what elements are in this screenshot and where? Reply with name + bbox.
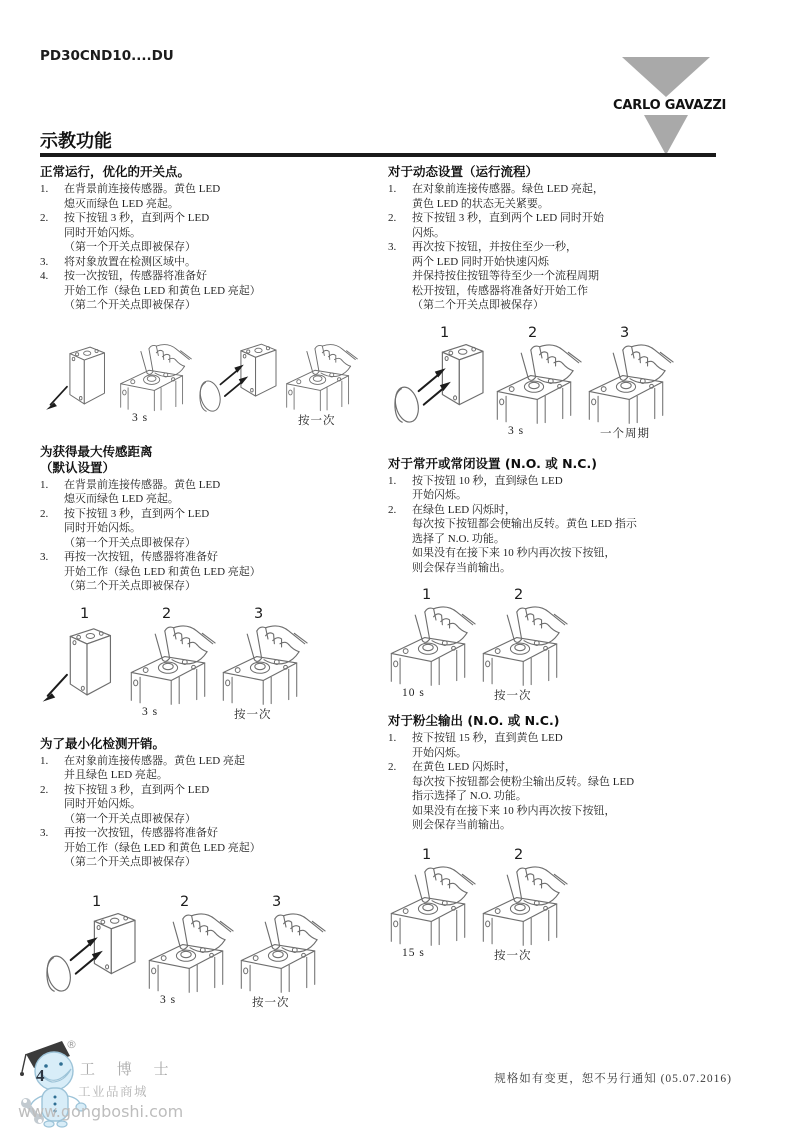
step-number: 2. [40, 783, 49, 796]
figure-caption: 按一次 [252, 996, 290, 1009]
step-text: 在背景前连接传感器。黄色 LED 熄灭而绿色 LED 亮起。 [64, 478, 221, 505]
hand-pressing-sensor-button-icon [586, 342, 674, 425]
hand-pressing-sensor-button-icon [128, 623, 216, 706]
hand-pressing-sensor-button-figure [118, 325, 192, 434]
figure-caption: 3 s [160, 993, 177, 1006]
title-divider [40, 153, 716, 157]
instruction-figure [40, 894, 374, 1015]
step-text: 在绿色 LED 闪烁时， 每次按下按钮都会使输出反转。黄色 LED 指示 选择了 N.O. 功能。 如果没有在接下来 10 秒内再次按下按钮， 则会保存当前输出。 [412, 503, 637, 574]
instruction-figure [388, 587, 748, 703]
step-text: 按下按钮 3 秒，直到两个 LED 同时开始闪烁。 （第一个开关点即被保存） [64, 212, 210, 253]
hand-pressing-sensor-button-icon [388, 604, 476, 687]
hand-pressing-sensor-button-icon [480, 604, 568, 687]
figure-caption: 3 s [142, 705, 159, 718]
instruction-step [40, 783, 374, 827]
hand-pressing-sensor-button-icon [118, 342, 192, 412]
left-column [40, 164, 374, 1025]
step-text: 再按一次按钮，传感器将准备好 开始工作（绿色 LED 和黄色 LED 亮起） （第二个开关点即被保存） [64, 551, 261, 592]
figure-step-number: 2 [514, 587, 524, 603]
watermark-url: www.gongboshi.com [18, 1102, 184, 1121]
figure-step-number: 1 [92, 893, 102, 910]
figure-step-number: 1 [440, 324, 450, 341]
hand-pressing-sensor-button-figure [388, 847, 476, 963]
gongboshi-watermark [18, 1036, 248, 1128]
section-heading: 为获得最大传感距离 （默认设置） [40, 443, 153, 475]
instruction-figure [388, 847, 748, 963]
instruction-step [40, 211, 374, 255]
step-text: 按下按钮 3 秒，直到两个 LED 同时开始 闪烁。 [412, 212, 604, 239]
step-number: 2. [388, 212, 397, 224]
figure-step-number: 1 [80, 605, 90, 622]
figure-step-number: 3 [254, 605, 264, 622]
step-text: 再按一次按钮，传感器将准备好 开始工作（绿色 LED 和黄色 LED 亮起） （第二个开关点即被保存） [64, 827, 261, 868]
instruction-step [40, 550, 374, 594]
step-text: 将对象放置在检测区域中。 [64, 255, 196, 268]
section-heading: 对于常开或常闭设置 (N.O. 或 N.C.) [388, 455, 597, 471]
instruction-step [40, 269, 374, 313]
hand-pressing-sensor-button-icon [146, 911, 234, 994]
figure-step-number: 3 [620, 324, 630, 341]
step-number: 2. [388, 503, 397, 516]
step-number: 1. [388, 474, 397, 487]
page-number: 4 [36, 1066, 45, 1085]
logo-triangle-bottom-icon [644, 115, 688, 155]
figure-step-number [284, 325, 358, 342]
section-right-3 [388, 713, 748, 963]
step-text: 再次按下按钮，并按住至少一秒， 两个 LED 同时开始快速闪烁 并保持按住按钮等待至少一个流程周期 松开按钮，传感器将准备好开始工作 （第二个开关点即被保存） [412, 241, 599, 311]
section-right-2 [388, 456, 748, 704]
footer-revision-note: 规格如有变更，恕不另行通知 (05.07.2016) [494, 1073, 732, 1085]
instruction-step [388, 240, 748, 313]
section-left-3 [40, 736, 374, 1015]
figure-step-number [44, 325, 116, 342]
step-number: 3. [40, 551, 49, 563]
brand-name: CARLO GAVAZZI [613, 98, 727, 113]
hand-pressing-sensor-button-icon [284, 342, 358, 412]
page-title: 示教功能 [40, 131, 112, 152]
instruction-step [40, 182, 374, 211]
target-object-disc-with-sensor-icon [388, 342, 490, 430]
section-left-1 [40, 164, 374, 434]
section-heading: 对于动态设置（运行流程） [388, 164, 539, 179]
figure-step-number: 2 [528, 324, 538, 341]
step-text: 在对象前连接传感器。绿色 LED 亮起， 黄色 LED 的状态无关紧要。 [412, 183, 604, 210]
section-right-1 [388, 164, 748, 446]
model-number: PD30CND10....DU [40, 48, 174, 64]
figure-caption: 按一次 [494, 949, 532, 962]
figure-caption [388, 430, 490, 446]
figure-caption: 按一次 [298, 414, 336, 427]
step-text: 在背景前连接传感器。黄色 LED 熄灭而绿色 LED 亮起。 [64, 183, 221, 210]
target-object-disc-with-sensor-figure [194, 325, 282, 434]
step-number: 3. [388, 241, 397, 253]
figure-caption [40, 999, 142, 1015]
step-text: 按下按钮 15 秒，直到黄色 LED 开始闪烁。 [412, 732, 563, 759]
hand-pressing-sensor-button-figure [494, 325, 582, 446]
hand-pressing-sensor-button-figure [146, 894, 234, 1015]
figure-step-number [118, 325, 192, 342]
step-number: 1. [388, 183, 397, 195]
hand-pressing-sensor-button-icon [494, 342, 582, 425]
section-heading: 对于粉尘输出 (N.O. 或 N.C.) [388, 713, 560, 728]
figure-caption: 一个周期 [600, 427, 650, 440]
hand-pressing-sensor-button-icon [480, 864, 568, 947]
figure-caption [40, 710, 124, 726]
carlo-gavazzi-logo [613, 57, 727, 155]
instruction-step [40, 255, 374, 270]
step-number: 2. [40, 212, 49, 224]
figure-step-number: 3 [272, 893, 282, 910]
figure-step-number: 2 [162, 605, 172, 622]
instruction-step [40, 507, 374, 551]
figure-caption [194, 418, 282, 434]
figure-caption: 按一次 [234, 708, 272, 721]
registered-mark: ® [66, 1038, 77, 1051]
section-heading: 正常运行，优化的开关点。 [40, 164, 191, 179]
figure-step-number: 2 [180, 893, 190, 910]
step-number: 1. [388, 732, 397, 744]
hand-pressing-sensor-button-figure [480, 587, 568, 703]
target-object-disc-with-sensor-figure [388, 325, 490, 446]
logo-triangle-top-icon [622, 57, 710, 97]
instruction-figure [40, 606, 374, 726]
step-number: 2. [388, 761, 397, 773]
step-text: 按下按钮 3 秒，直到两个 LED 同时开始闪烁。 （第一个开关点即被保存） [64, 507, 210, 549]
instruction-step [388, 182, 748, 211]
instruction-step [388, 760, 748, 833]
section-left-2 [40, 444, 374, 726]
figure-caption: 3 s [508, 424, 525, 437]
step-number: 3. [40, 827, 49, 839]
watermark-subtitle: 工业品商城 [78, 1085, 149, 1099]
figure-caption: 3 s [132, 411, 149, 424]
instruction-figure [388, 325, 748, 446]
target-object-disc-with-sensor-figure [40, 894, 142, 1015]
step-number: 4. [40, 270, 49, 282]
hand-pressing-sensor-button-figure [388, 587, 476, 703]
hand-pressing-sensor-button-figure [284, 325, 358, 434]
step-text: 在对象前连接传感器。黄色 LED 亮起 并且绿色 LED 亮起。 [64, 754, 245, 781]
hand-pressing-sensor-button-figure [238, 894, 326, 1015]
figure-caption [44, 417, 116, 433]
figure-caption: 按一次 [494, 690, 532, 702]
hand-pressing-sensor-button-icon [388, 864, 476, 947]
instruction-step [388, 474, 748, 503]
figure-step-number: 2 [514, 846, 524, 863]
instruction-figure [44, 325, 374, 434]
instruction-step [388, 503, 748, 576]
step-text: 按下按钮 10 秒，直到绿色 LED 开始闪烁。 [412, 474, 563, 501]
hand-pressing-sensor-button-figure [586, 325, 674, 446]
watermark-brand-name: 工 博 士 [80, 1062, 178, 1078]
target-object-disc-with-sensor-icon [40, 911, 142, 999]
figure-step-number [194, 325, 282, 342]
step-text: 按下按钮 3 秒，直到两个 LED 同时开始闪烁。 （第一个开关点即被保存） [64, 783, 210, 825]
figure-step-number: 1 [422, 587, 432, 603]
step-number: 1. [40, 754, 49, 767]
sensor-emitting-beam-arrow-figure [40, 606, 124, 726]
hand-pressing-sensor-button-figure [220, 606, 308, 726]
figure-caption: 15 s [402, 946, 425, 959]
step-number: 1. [40, 183, 49, 195]
instruction-step [40, 754, 374, 783]
step-number: 2. [40, 507, 49, 520]
step-text: 按一次按钮，传感器将准备好 开始工作（绿色 LED 和黄色 LED 亮起） （第二个开关点即被保存） [64, 270, 261, 311]
step-number: 3. [40, 255, 49, 268]
step-text: 在黄色 LED 闪烁时， 每次按下按钮都会使粉尘输出反转。绿色 LED 指示选择了 N.O. 功能。 如果没有在接下来 10 秒内再次按下按钮， 则会保存当前输出。 [412, 761, 635, 831]
right-column [388, 164, 748, 973]
instruction-step [388, 211, 748, 240]
hand-pressing-sensor-button-figure [128, 606, 216, 726]
sensor-emitting-beam-arrow-icon [44, 342, 116, 417]
sensor-emitting-beam-arrow-icon [40, 623, 124, 710]
hand-pressing-sensor-button-icon [238, 911, 326, 994]
section-heading: 为了最小化检测开销。 [40, 735, 166, 751]
figure-caption: 10 s [402, 687, 425, 699]
sensor-emitting-beam-arrow-figure [44, 325, 116, 434]
figure-step-number: 1 [422, 846, 432, 863]
target-object-disc-with-sensor-icon [194, 342, 282, 418]
instruction-step [40, 478, 374, 507]
instruction-step [40, 826, 374, 870]
instruction-step [388, 731, 748, 760]
step-number: 1. [40, 478, 49, 491]
hand-pressing-sensor-button-icon [220, 623, 308, 706]
hand-pressing-sensor-button-figure [480, 847, 568, 963]
